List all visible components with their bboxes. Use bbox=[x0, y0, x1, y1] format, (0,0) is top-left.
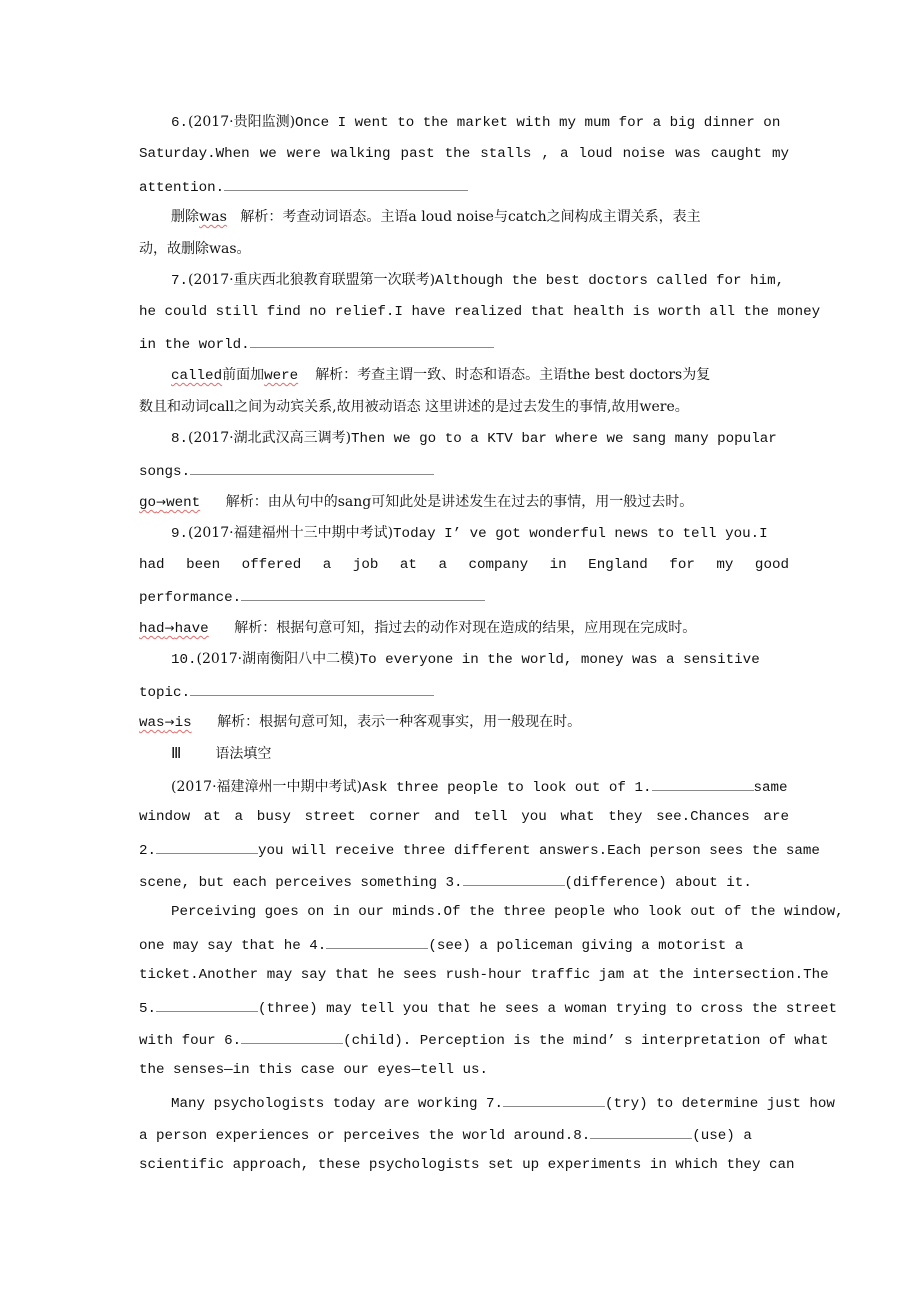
answer-prefix: 删除 bbox=[171, 209, 199, 225]
question-text: performance. bbox=[139, 590, 242, 606]
question-9-line-2: had been offered a job at a company in England for my good bbox=[139, 557, 789, 573]
answer-word: called bbox=[171, 368, 223, 384]
answer-blank[interactable] bbox=[224, 175, 468, 191]
answer-blank[interactable] bbox=[190, 680, 434, 696]
arrow-icon: → bbox=[164, 621, 175, 635]
question-text: topic. bbox=[139, 685, 191, 701]
passage-text: a person experiences or perceives the world around.8. bbox=[139, 1128, 591, 1144]
question-text: in the world. bbox=[139, 337, 250, 353]
blank-5[interactable] bbox=[156, 996, 258, 1012]
section-numeral: Ⅲ bbox=[171, 746, 182, 762]
question-source: (2017·贵阳监测) bbox=[188, 114, 296, 130]
question-10-line-1 bbox=[171, 648, 789, 670]
arrow-icon: → bbox=[156, 495, 167, 509]
question-source: (2017·湖北武汉高三调考) bbox=[188, 430, 352, 446]
passage-p1-line-1 bbox=[171, 775, 789, 797]
section-heading bbox=[171, 743, 789, 765]
question-source: (2017·重庆西北狼教育联盟第一次联考) bbox=[188, 272, 436, 288]
answer-word: was bbox=[199, 209, 227, 225]
question-number: 8. bbox=[171, 431, 189, 447]
blank-6[interactable] bbox=[241, 1028, 343, 1044]
analysis-text: 数且和动词call之间为动宾关系,故用被动语态 这里讲述的是过去发生的事情,故用were。 bbox=[139, 399, 689, 415]
blank-7[interactable] bbox=[503, 1091, 605, 1107]
passage-p2-line-4 bbox=[139, 996, 837, 1018]
question-text: To everyone in the world, money was a sensitive bbox=[359, 652, 760, 668]
question-source: (2017·福建福州十三中期中考试) bbox=[188, 525, 394, 541]
passage-p2-line-6: the senses—in this case our eyes—tell us. bbox=[139, 1062, 489, 1078]
passage-p3-line-3: scientific approach, these psychologists set up experiments in which they can bbox=[139, 1157, 795, 1173]
question-text: attention. bbox=[139, 180, 225, 196]
passage-p1-line-4 bbox=[139, 870, 789, 892]
answer-from: had bbox=[139, 621, 165, 637]
question-7-line-2: he could still find no relief.I have realized that health is worth all the money bbox=[139, 304, 821, 320]
analysis-text: 动，故删除was。 bbox=[139, 241, 251, 257]
question-number: 6. bbox=[171, 115, 189, 131]
answer-from: go bbox=[139, 495, 157, 511]
blank-3[interactable] bbox=[463, 870, 565, 886]
passage-source: (2017·福建漳州一中期中考试) bbox=[171, 779, 363, 795]
passage-text: scene, but each perceives something 3. bbox=[139, 875, 463, 891]
answer-blank[interactable] bbox=[190, 459, 434, 475]
passage-p1-line-2: window at a busy street corner and tell you what they see.Chances are bbox=[139, 809, 789, 825]
question-number: 7. bbox=[171, 273, 189, 289]
question-text: Although the best doctors called for him, bbox=[435, 273, 785, 289]
question-7-analysis-2 bbox=[139, 396, 789, 418]
blank-8[interactable] bbox=[590, 1123, 692, 1139]
answer-from: was bbox=[139, 715, 165, 731]
analysis-text: 解析：考查主谓一致、时态和语态。主语the best doctors为复 bbox=[315, 367, 711, 383]
answer-word: were bbox=[264, 368, 299, 384]
passage-text: (child). Perception is the mind’ s interpretation of what bbox=[343, 1033, 829, 1049]
question-number: 10. bbox=[171, 652, 197, 668]
passage-text: (try) to determine just how bbox=[605, 1096, 835, 1112]
passage-text: with four 6. bbox=[139, 1033, 242, 1049]
question-9-answer bbox=[139, 617, 789, 639]
question-8-line-1 bbox=[171, 427, 789, 449]
passage-text: (three) may tell you that he sees a woman trying to cross the street bbox=[258, 1001, 837, 1017]
question-6-line-1 bbox=[171, 111, 789, 133]
answer-to: is bbox=[174, 715, 192, 731]
question-9-line-3 bbox=[139, 585, 789, 607]
question-8-answer bbox=[139, 491, 789, 513]
question-7-line-1 bbox=[171, 269, 789, 291]
question-text: Today I’ ve got wonderful news to tell you.I bbox=[393, 526, 768, 542]
passage-p2-line-3: ticket.Another may say that he sees rush-hour traffic jam at the intersection.The bbox=[139, 967, 829, 983]
blank-2[interactable] bbox=[156, 838, 258, 854]
passage-p2-line-1: Perceiving goes on in our minds.Of the three people who look out of the window, bbox=[171, 904, 844, 920]
passage-text: (use) a bbox=[692, 1128, 752, 1144]
question-10-line-2 bbox=[139, 680, 789, 702]
section-title: 语法填空 bbox=[215, 746, 272, 762]
answer-correction bbox=[139, 715, 192, 731]
passage-text: Many psychologists today are working 7. bbox=[171, 1096, 504, 1112]
question-text: Then we go to a KTV bar where we sang many popular bbox=[351, 431, 777, 447]
question-7-answer bbox=[171, 364, 789, 386]
question-8-line-2 bbox=[139, 459, 789, 481]
passage-text: you will receive three different answers.Each person sees the same bbox=[258, 843, 820, 859]
passage-p3-line-2 bbox=[139, 1123, 789, 1145]
passage-text: one may say that he 4. bbox=[139, 938, 327, 954]
passage-text: 5. bbox=[139, 1001, 157, 1017]
answer-to: went bbox=[166, 495, 201, 511]
analysis-text: 解析：考查动词语态。主语a loud noise与catch之间构成主谓关系，表主 bbox=[240, 209, 701, 225]
question-7-line-3 bbox=[139, 332, 789, 354]
answer-to: have bbox=[174, 621, 209, 637]
analysis-text: 解析：根据句意可知，指过去的动作对现在造成的结果，应用现在完成时。 bbox=[234, 620, 697, 636]
blank-4[interactable] bbox=[326, 933, 428, 949]
arrow-icon: → bbox=[164, 715, 175, 729]
question-10-answer bbox=[139, 711, 789, 733]
analysis-text: 解析：由从句中的sang可知此处是讲述发生在过去的事情，用一般过去时。 bbox=[225, 494, 694, 510]
question-number: 9. bbox=[171, 526, 189, 542]
passage-p1-line-3 bbox=[139, 838, 820, 860]
passage-text: (see) a policeman giving a motorist a bbox=[428, 938, 744, 954]
passage-text: (difference) about it. bbox=[564, 875, 752, 891]
answer-correction bbox=[139, 495, 200, 511]
analysis-text: 解析：根据句意可知，表示一种客观事实，用一般现在时。 bbox=[217, 714, 582, 730]
passage-text: same bbox=[753, 780, 788, 796]
question-6-analysis-2 bbox=[139, 238, 789, 260]
answer-blank[interactable] bbox=[250, 332, 494, 348]
question-source: (2017·湖南衡阳八中二模) bbox=[196, 651, 360, 667]
question-text: songs. bbox=[139, 464, 191, 480]
passage-p3-line-1 bbox=[171, 1091, 835, 1113]
passage-text: Ask three people to look out of 1. bbox=[362, 780, 652, 796]
answer-mid: 前面加 bbox=[222, 367, 265, 383]
answer-blank[interactable] bbox=[241, 585, 485, 601]
passage-text: 2. bbox=[139, 843, 157, 859]
passage-p2-line-5 bbox=[139, 1028, 829, 1050]
question-6-line-3 bbox=[139, 175, 789, 197]
question-text: Once I went to the market with my mum for a big dinner on bbox=[295, 115, 781, 131]
answer-correction bbox=[139, 621, 209, 637]
question-6-line-2: Saturday.When we were walking past the stalls , a loud noise was caught my bbox=[139, 146, 789, 162]
passage-p2-line-2 bbox=[139, 933, 789, 955]
question-6-answer bbox=[171, 206, 789, 228]
blank-1[interactable] bbox=[652, 775, 754, 791]
question-9-line-1 bbox=[171, 522, 789, 544]
